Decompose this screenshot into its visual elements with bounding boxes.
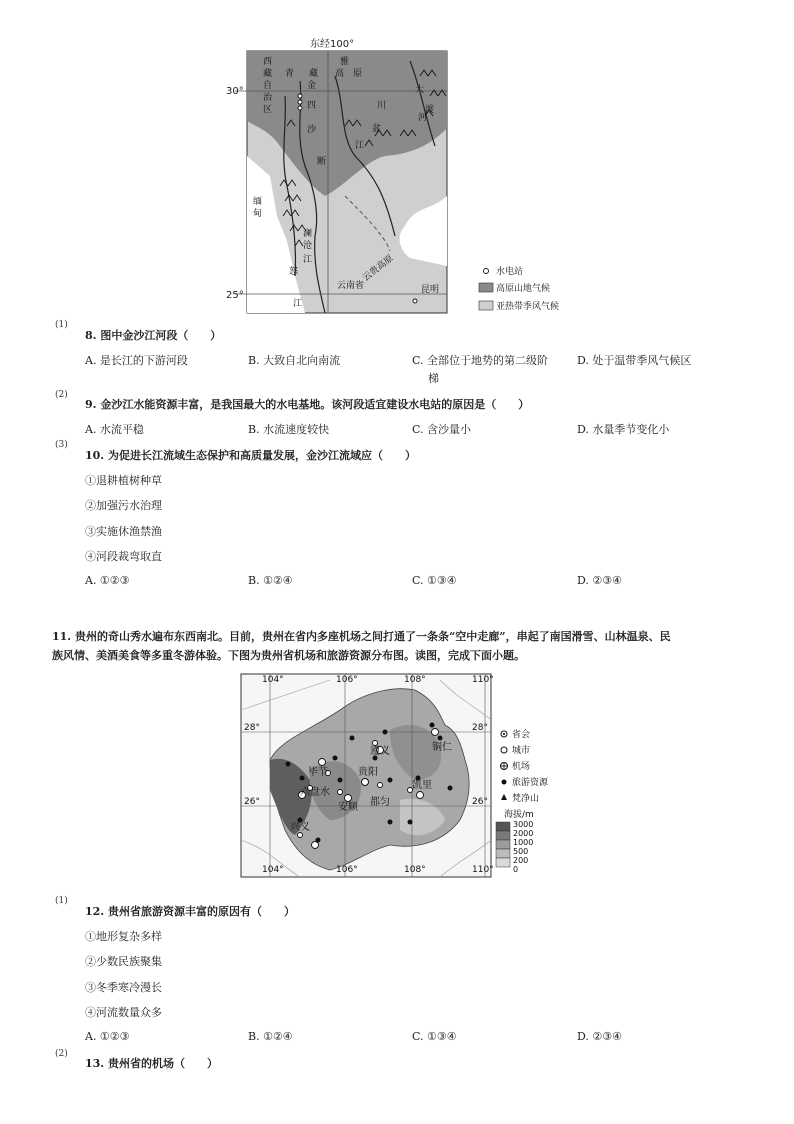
svg-text:机场: 机场 — [512, 762, 531, 772]
q9-option-d[interactable]: D. 水量季节变化小 — [577, 423, 670, 436]
svg-text:梵净山: 梵净山 — [512, 794, 540, 804]
q11-intro-line-1: 11. 贵州的奇山秀水遍布东西南北。目前，贵州在省内多座机场之间打通了一条条“空中走廊”，串起了南国滑雪、山林温泉、民 — [52, 630, 671, 643]
svg-text:西: 西 — [263, 57, 273, 67]
svg-text:自: 自 — [263, 81, 273, 91]
hydropower-legend-icon — [484, 269, 489, 274]
q8-number: (1) — [55, 320, 68, 330]
q13-number: (2) — [55, 1049, 68, 1059]
q10-item-3: ③实施休渔禁渔 — [85, 525, 162, 538]
svg-text:澜: 澜 — [303, 229, 313, 239]
q8-option-a[interactable]: A. 是长江的下游河段 — [85, 354, 188, 367]
svg-text:六盘水: 六盘水 — [300, 787, 330, 798]
q10-number: (3) — [55, 440, 68, 450]
q8-stem: 8. 图中金沙江河段（ ） — [85, 329, 222, 342]
svg-text:铜仁: 铜仁 — [432, 742, 452, 753]
map-guizhou-svg — [240, 670, 570, 880]
svg-text:沙: 沙 — [307, 125, 317, 135]
svg-text:海拔/m: 海拔/m — [504, 810, 534, 820]
svg-text:1000: 1000 — [513, 838, 534, 847]
svg-text:3000: 3000 — [513, 820, 534, 829]
svg-text:106°: 106° — [336, 865, 358, 875]
legend-subtropical-swatch — [479, 301, 493, 310]
q10-stem: 10. 为促进长江流域生态保护和高质量发展，金沙江流域应（ ） — [85, 449, 416, 462]
q8-option-b[interactable]: B. 大致自北向南流 — [248, 354, 341, 367]
map1-lat-25: 25° — [226, 290, 244, 301]
q12-item-1: ①地形复杂多样 — [85, 930, 162, 943]
q12-stem: 12. 贵州省旅游资源丰富的原因有（ ） — [85, 905, 295, 918]
svg-text:106°: 106° — [336, 675, 358, 685]
svg-text:河: 河 — [418, 113, 428, 123]
q9-stem: 9. 金沙江水能资源丰富，是我国最大的水电基地。该河段适宜建设水电站的原因是（ ） — [85, 398, 530, 411]
q10-item-1: ①退耕植树种草 — [85, 474, 162, 487]
svg-text:110°: 110° — [472, 675, 494, 685]
svg-text:遵义: 遵义 — [370, 746, 390, 757]
svg-text:四: 四 — [307, 101, 317, 111]
svg-text:500: 500 — [513, 847, 529, 856]
svg-text:26°: 26° — [244, 797, 260, 807]
q12-option-a[interactable]: A. ①②③ — [85, 1030, 130, 1043]
svg-text:金: 金 — [307, 81, 317, 91]
svg-text:108°: 108° — [404, 865, 426, 875]
q12-option-c[interactable]: C. ①③④ — [412, 1030, 457, 1043]
svg-text:江: 江 — [355, 141, 365, 151]
q10-option-c[interactable]: C. ①③④ — [412, 574, 457, 587]
svg-text:原: 原 — [353, 69, 363, 79]
map1-top-label: 东经100° — [310, 39, 355, 50]
legend-hydropower-label: 水电站 — [496, 267, 524, 277]
q9-option-b[interactable]: B. 水流速度较快 — [248, 423, 330, 436]
map1-yungui-label: 云贵高原 — [361, 253, 396, 284]
map1-lat-30: 30° — [226, 86, 244, 97]
q12-item-4: ④河流数量众多 — [85, 1006, 162, 1019]
svg-text:高: 高 — [335, 69, 345, 79]
svg-text:200: 200 — [513, 856, 529, 865]
q9-option-c[interactable]: C. 含沙量小 — [412, 423, 472, 436]
svg-text:藏: 藏 — [309, 69, 319, 79]
svg-text:昆明: 昆明 — [421, 285, 440, 295]
q8-option-c-continued: 梯 — [428, 372, 439, 385]
map2-legend — [501, 728, 550, 820]
svg-text:藏: 藏 — [263, 69, 273, 79]
map-jinsha-svg — [225, 36, 585, 316]
svg-text:0: 0 — [513, 865, 519, 874]
legend-plateau-label: 高原山地气候 — [496, 284, 551, 294]
svg-text:28°: 28° — [244, 723, 260, 733]
svg-text:都匀: 都匀 — [370, 797, 390, 808]
svg-text:毕节: 毕节 — [308, 767, 328, 778]
q12-option-d[interactable]: D. ②③④ — [577, 1030, 623, 1043]
map-jinsha-region — [225, 36, 585, 316]
svg-text:川: 川 — [377, 101, 387, 111]
svg-text:盆: 盆 — [372, 124, 382, 134]
svg-text:云南省: 云南省 — [337, 281, 365, 291]
svg-text:江: 江 — [303, 255, 313, 265]
svg-text:26°: 26° — [472, 797, 488, 807]
svg-text:兴义: 兴义 — [290, 822, 310, 833]
svg-text:安顺: 安顺 — [338, 802, 358, 813]
q9-option-a[interactable]: A. 水流平稳 — [85, 423, 144, 436]
svg-text:104°: 104° — [262, 675, 284, 685]
svg-text:2000: 2000 — [513, 829, 534, 838]
svg-text:江: 江 — [293, 299, 303, 309]
svg-text:区: 区 — [263, 105, 273, 115]
svg-text:贵阳: 贵阳 — [358, 767, 378, 778]
svg-text:104°: 104° — [262, 865, 284, 875]
q10-option-b[interactable]: B. ①②④ — [248, 574, 293, 587]
legend-subtropical-label: 亚热带季风气候 — [496, 302, 560, 312]
svg-text:110°: 110° — [472, 865, 494, 875]
svg-text:雅: 雅 — [340, 57, 350, 67]
q8-option-c[interactable]: C. 全部位于地势的第二级阶 — [412, 354, 549, 367]
q10-option-d[interactable]: D. ②③④ — [577, 574, 623, 587]
svg-text:治: 治 — [263, 93, 273, 103]
map1-legend — [479, 265, 559, 312]
q12-item-3: ③冬季寒冷漫长 — [85, 981, 162, 994]
svg-text:凯里: 凯里 — [412, 780, 432, 791]
q10-item-4: ④河段裁弯取直 — [85, 550, 162, 563]
q10-item-2: ②加强污水治理 — [85, 499, 162, 512]
q12-option-b[interactable]: B. ①②④ — [248, 1030, 293, 1043]
svg-text:青: 青 — [285, 69, 295, 79]
svg-text:甸: 甸 — [253, 209, 263, 219]
map-guizhou — [240, 670, 570, 880]
svg-text:省会: 省会 — [512, 730, 531, 740]
svg-text:怒: 怒 — [289, 267, 299, 277]
elevation-scale — [496, 820, 533, 874]
svg-text:28°: 28° — [472, 723, 488, 733]
svg-text:大: 大 — [415, 85, 425, 95]
svg-text:旅游资源: 旅游资源 — [512, 778, 549, 788]
q12-item-2: ②少数民族聚集 — [85, 955, 162, 968]
svg-text:渡: 渡 — [425, 105, 435, 115]
q10-option-a[interactable]: A. ①②③ — [85, 574, 130, 587]
svg-text:缅: 缅 — [253, 197, 263, 207]
svg-text:断: 断 — [317, 157, 327, 167]
q13-stem: 13. 贵州省的机场（ ） — [85, 1057, 218, 1070]
q8-option-d[interactable]: D. 处于温带季风气候区 — [577, 354, 692, 367]
q11-intro-line-2: 族风情、美酒美食等多重冬游体验。下图为贵州省机场和旅游资源分布图。读图，完成下面小题。 — [52, 649, 525, 662]
q9-number: (2) — [55, 390, 68, 400]
svg-text:城市: 城市 — [512, 746, 531, 756]
q12-number: (1) — [55, 896, 68, 906]
svg-text:沧: 沧 — [303, 241, 313, 251]
svg-text:108°: 108° — [404, 675, 426, 685]
capital-marker — [362, 779, 369, 786]
legend-plateau-swatch — [479, 283, 493, 292]
